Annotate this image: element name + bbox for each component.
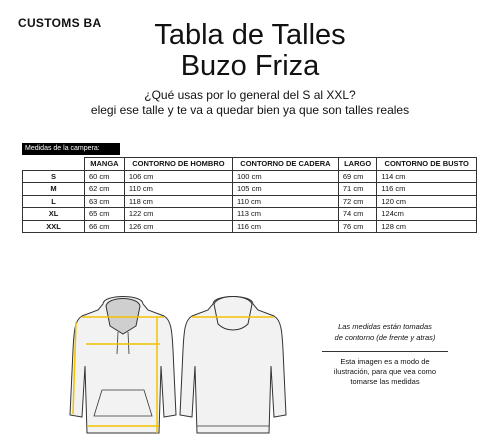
hoodie-back-illustration [178,290,288,440]
size-label: S [23,170,85,183]
cell-cadera: 105 cm [232,183,338,196]
size-label: M [23,183,85,196]
header-contorno-cadera: CONTORNO DE CADERA [232,158,338,171]
size-label: XL [23,208,85,221]
header-contorno-hombro: CONTORNO DE HOMBRO [124,158,232,171]
cell-manga: 66 cm [85,220,125,233]
size-question: ¿Qué usas por lo general del S al XXL? [144,88,356,102]
table-row [23,195,477,208]
cell-hombro: 126 cm [124,220,232,233]
cell-hombro: 122 cm [124,208,232,221]
cell-cadera: 116 cm [232,220,338,233]
header-largo: LARGO [338,158,377,171]
note-line: Esta imagen es a modo de [340,357,430,366]
cell-cadera: 113 cm [232,208,338,221]
note-line: Las medidas están tomadas [338,322,432,331]
header-contorno-busto: CONTORNO DE BUSTO [377,158,477,171]
page-subtitle: Buzo Friza [180,50,320,82]
header-blank [23,158,85,171]
cell-largo: 71 cm [338,183,377,196]
cell-largo: 76 cm [338,220,377,233]
cell-manga: 65 cm [85,208,125,221]
cell-busto: 124cm [377,208,477,221]
note-line: tomarse las medidas [350,377,420,386]
cell-busto: 114 cm [377,170,477,183]
cell-hombro: 106 cm [124,170,232,183]
size-advice: elegi ese talle y te va a quedar bien ya que son talles reales [90,103,410,117]
note-divider [322,351,448,352]
illustration-note [300,357,470,387]
hood-back [214,297,252,331]
cell-busto: 120 cm [377,195,477,208]
cell-largo: 72 cm [338,195,377,208]
size-label: XXL [23,220,85,233]
measurements-section-label: Medidas de la campera: [22,143,120,155]
table-header-row [23,158,477,171]
cell-busto: 128 cm [377,220,477,233]
note-line: ilustración, para que vea como [333,367,437,376]
cell-manga: 60 cm [85,170,125,183]
table-row [23,170,477,183]
size-label: L [23,195,85,208]
cell-cadera: 100 cm [232,170,338,183]
cell-hombro: 110 cm [124,183,232,196]
cell-hombro: 118 cm [124,195,232,208]
hoodie-front-illustration [68,290,178,440]
header-manga: MANGA [85,158,125,171]
table-row [23,183,477,196]
cell-largo: 69 cm [338,170,377,183]
brand-logo: CUSTOMS BA [18,16,102,30]
cell-cadera: 110 cm [232,195,338,208]
measurement-note [300,321,470,343]
cell-manga: 62 cm [85,183,125,196]
note-line: de contorno (de frente y atras) [334,333,436,342]
table-row [23,208,477,221]
size-chart-table [22,157,477,233]
cell-manga: 63 cm [85,195,125,208]
cell-busto: 116 cm [377,183,477,196]
page-title: Tabla de Talles [154,19,346,51]
cell-largo: 74 cm [338,208,377,221]
table-row [23,220,477,233]
